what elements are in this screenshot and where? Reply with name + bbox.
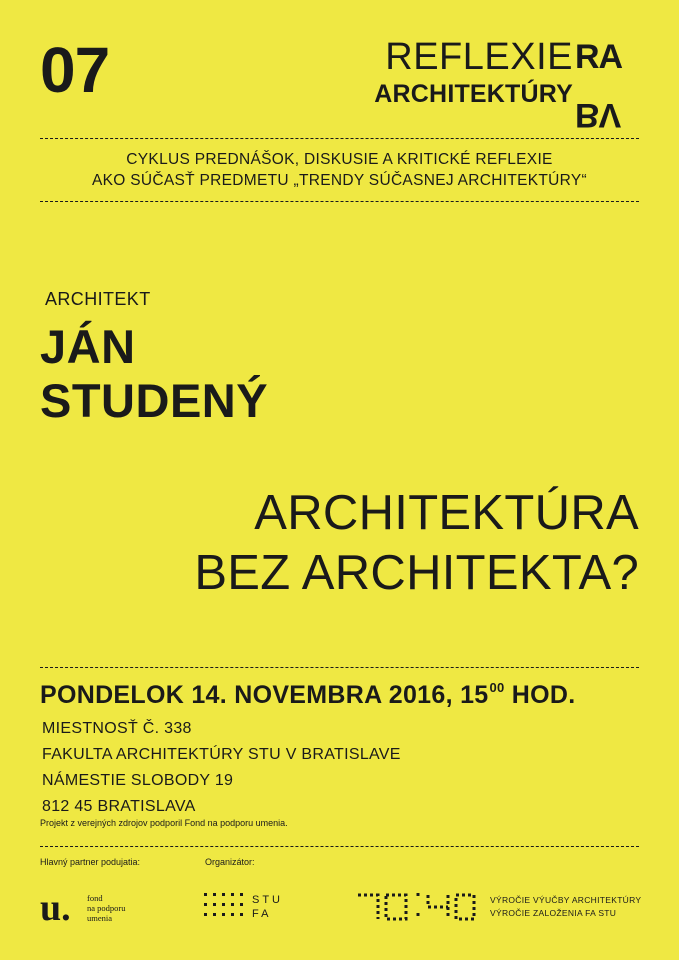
stufa-line: STU: [252, 894, 283, 906]
speaker-role: ARCHITEKT: [45, 289, 151, 309]
stufa-line: FA: [252, 908, 272, 920]
svg-text:RA: RA: [575, 38, 623, 76]
divider-event: [40, 667, 639, 668]
anniversary-line: VÝROČIE VÝUČBY ARCHITEKTÚRY: [490, 895, 642, 905]
event-date-text: PONDELOK 14. NOVEMBRA 2016, 15: [40, 681, 489, 709]
anniversary-text: [490, 894, 641, 920]
fond-line: fond: [87, 893, 103, 903]
organizer-label: Organizátor:: [205, 857, 255, 867]
ra-bv-logo: [575, 38, 637, 134]
event-date: [40, 680, 576, 710]
anniversary-line: VÝROČIE ZALOŽENIA FA STU: [490, 908, 617, 918]
venue-line: MIESTNOSŤ Č. 338: [42, 720, 192, 737]
svg-text:BV: BV: [575, 96, 621, 134]
series-title-line2: ARCHITEKTÚRY: [374, 80, 573, 108]
fond-line: na podporu: [87, 903, 126, 913]
series-title: [374, 38, 573, 107]
fond-line: umenia: [87, 913, 113, 923]
event-time-suffix: HOD.: [504, 681, 576, 709]
event-time-minutes: 00: [489, 680, 505, 695]
stufa-dots-icon: [204, 893, 246, 923]
divider-footer: [40, 846, 639, 847]
speaker-name-line1: JÁN: [40, 320, 136, 373]
speaker-name: [40, 320, 268, 428]
talk-title: [194, 483, 639, 603]
stufa-logo-text: [252, 893, 283, 921]
funding-note: Projekt z verejných zdrojov podporil Fond na podporu umenia.: [40, 818, 288, 828]
subtitle: [40, 149, 639, 191]
anniversary-70-40-icon: [356, 889, 476, 923]
venue-line: NÁMESTIE SLOBODY 19: [42, 772, 234, 789]
venue-line: FAKULTA ARCHITEKTÚRY STU V BRATISLAVE: [42, 746, 401, 763]
issue-number: 07: [40, 34, 110, 106]
divider-subtitle: [40, 201, 639, 202]
subtitle-line2: AKO SÚČASŤ PREDMETU „TRENDY SÚČASNEJ ARCHITEKTÚRY“: [92, 172, 587, 189]
talk-title-line1: ARCHITEKTÚRA: [254, 486, 639, 540]
divider-top: [40, 138, 639, 139]
series-title-line1: REFLEXIE: [385, 36, 573, 78]
fond-logo-mark: u.: [40, 887, 71, 929]
partner-label: Hlavný partner podujatia:: [40, 857, 141, 867]
venue-line: 812 45 BRATISLAVA: [42, 798, 196, 815]
fond-logo-text: [87, 893, 125, 923]
talk-title-line2: BEZ ARCHITEKTA?: [194, 546, 639, 600]
speaker-name-line2: STUDENÝ: [40, 374, 269, 427]
venue: [42, 716, 401, 820]
subtitle-line1: CYKLUS PREDNÁŠOK, DISKUSIE A KRITICKÉ REFLEXIE: [126, 151, 553, 168]
